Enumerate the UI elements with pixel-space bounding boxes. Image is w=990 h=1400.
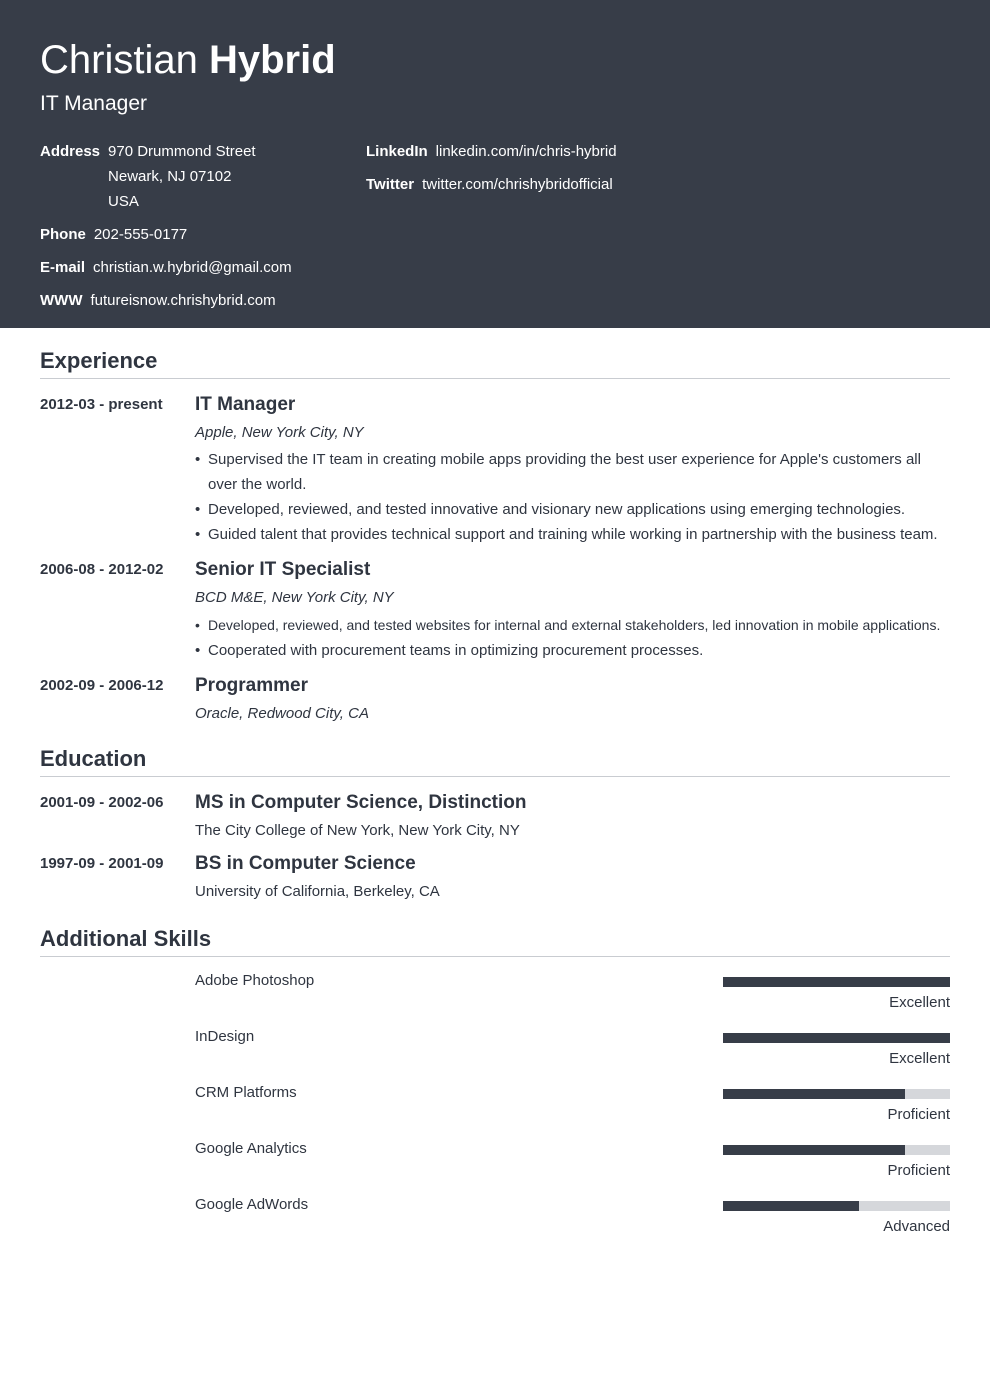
skill-name: CRM Platforms	[195, 1084, 297, 1101]
skill-row	[195, 1139, 950, 1195]
job-title: IT Manager	[40, 92, 147, 115]
entry-date: 2002-09 - 2006-12	[40, 677, 164, 694]
skill-name: Adobe Photoshop	[195, 972, 315, 989]
experience-entry	[40, 393, 950, 547]
skill-level: Advanced	[883, 1218, 950, 1235]
skill-row	[195, 1027, 950, 1083]
education-entry	[40, 852, 950, 902]
skill-level: Excellent	[889, 994, 950, 1011]
skill-name: Google AdWords	[195, 1196, 309, 1213]
phone-value: 202-555-0177	[93, 226, 188, 243]
education-entry	[40, 791, 950, 841]
entry-title: Senior IT Specialist	[195, 559, 371, 580]
entry-body	[195, 558, 950, 663]
contact-column-right	[366, 139, 617, 205]
skill-bar-track	[723, 977, 950, 987]
skill-meter	[723, 1027, 950, 1083]
phone-row	[40, 222, 292, 247]
address-line: Newark, NJ 07102	[108, 168, 232, 185]
skill-bar-fill	[723, 1201, 859, 1211]
skill-row	[195, 1195, 950, 1251]
email-link[interactable]: christian.w.hybrid@gmail.com	[93, 259, 292, 276]
entry-body	[195, 674, 950, 724]
skill-level: Proficient	[887, 1106, 950, 1123]
entry-date: 1997-09 - 2001-09	[40, 855, 164, 872]
skill-bar-fill	[723, 1145, 905, 1155]
bullet-item: • Supervised the IT team in creating mobile apps providing the best user experience for Apple's customers all over the world.	[195, 447, 950, 497]
bullet-list	[195, 447, 950, 547]
bullet-list	[195, 612, 950, 663]
skills-section	[40, 926, 950, 1251]
skill-level: Excellent	[889, 1050, 950, 1067]
phone-label: Phone	[40, 226, 86, 243]
section-title: Experience	[40, 348, 950, 379]
experience-entry	[40, 558, 950, 663]
first-name: Christian	[40, 38, 198, 82]
address-line: USA	[108, 193, 139, 210]
linkedin-row	[366, 139, 617, 164]
entry-title: IT Manager	[195, 394, 296, 415]
entry-date: 2001-09 - 2002-06	[40, 794, 164, 811]
twitter-row	[366, 172, 617, 197]
experience-section	[40, 348, 950, 724]
skill-bar-track	[723, 1201, 950, 1211]
skill-meter	[723, 1083, 950, 1139]
skill-bar-fill	[723, 1033, 950, 1043]
skill-level: Proficient	[887, 1162, 950, 1179]
twitter-label: Twitter	[366, 176, 415, 193]
entry-body	[195, 852, 950, 902]
experience-entry	[40, 674, 950, 724]
entry-degree: MS in Computer Science, Distinction	[195, 792, 527, 813]
skill-bar-fill	[723, 1089, 905, 1099]
entry-body	[195, 791, 950, 841]
entry-company: Apple, New York City, NY	[195, 424, 364, 441]
email-label: E-mail	[40, 259, 86, 276]
address-line: 970 Drummond Street	[108, 143, 256, 160]
address-value	[108, 139, 256, 214]
address-row	[40, 139, 292, 214]
skill-meter	[723, 1139, 950, 1195]
bullet-item: • Cooperated with procurement teams in optimizing procurement processes.	[195, 638, 950, 663]
bullet-item: • Developed, reviewed, and tested innovative and visionary new applications using emerging technologies.	[195, 497, 950, 522]
resume-header	[0, 0, 990, 328]
skill-name: Google Analytics	[195, 1140, 307, 1157]
bullet-item: • Guided talent that provides technical support and training while working in partnership with the business team.	[195, 522, 950, 547]
linkedin-label: LinkedIn	[366, 143, 428, 160]
skills-list	[40, 971, 950, 1251]
skill-meter	[723, 1195, 950, 1251]
entry-school: The City College of New York, New York City, NY	[195, 822, 520, 839]
entry-degree: BS in Computer Science	[195, 853, 416, 874]
skill-meter	[723, 971, 950, 1027]
skill-row	[195, 1083, 950, 1139]
skill-bar-track	[723, 1033, 950, 1043]
address-label: Address	[40, 143, 101, 160]
entry-date: 2006-08 - 2012-02	[40, 561, 164, 578]
twitter-link[interactable]: twitter.com/chrishybridofficial	[422, 176, 613, 193]
bullet-item: • Developed, reviewed, and tested websites for internal and external stakeholders, led innovation in mobile applications.	[195, 612, 950, 638]
entry-school: University of California, Berkeley, CA	[195, 883, 440, 900]
entry-title: Programmer	[195, 675, 308, 696]
entry-body	[195, 393, 950, 547]
entry-company: Oracle, Redwood City, CA	[195, 705, 369, 722]
full-name	[40, 38, 950, 82]
www-row	[40, 288, 292, 313]
section-title: Education	[40, 746, 950, 777]
email-row	[40, 255, 292, 280]
entry-company: BCD M&E, New York City, NY	[195, 589, 394, 606]
education-section	[40, 746, 950, 902]
www-label: WWW	[40, 292, 83, 309]
skill-bar-track	[723, 1089, 950, 1099]
entry-date: 2012-03 - present	[40, 396, 163, 413]
skill-bar-track	[723, 1145, 950, 1155]
skill-row	[195, 971, 950, 1027]
skill-name: InDesign	[195, 1028, 255, 1045]
section-title: Additional Skills	[40, 926, 950, 957]
skill-bar-fill	[723, 977, 950, 987]
last-name: Hybrid	[208, 38, 336, 82]
resume-body	[0, 348, 990, 1251]
linkedin-link[interactable]: linkedin.com/in/chris-hybrid	[435, 143, 617, 160]
contact-column-left	[40, 139, 292, 321]
website-link[interactable]: futureisnow.chrishybrid.com	[90, 292, 276, 309]
